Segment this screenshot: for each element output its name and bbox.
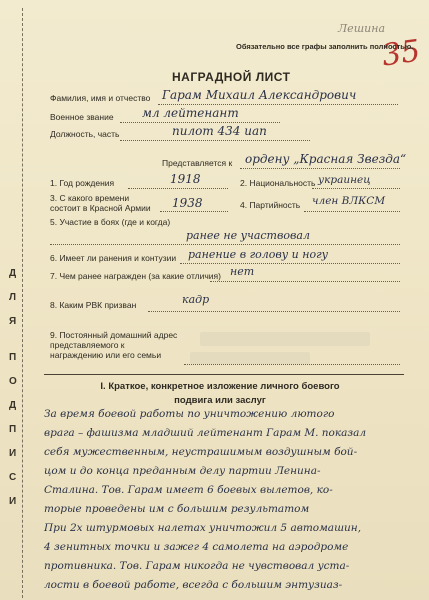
narrative-line: цом и до конца преданным делу партии Ленина-: [44, 465, 321, 477]
party-label: 4. Партийность: [240, 200, 301, 210]
awards-value: нет: [230, 265, 255, 278]
rank-label: Военное звание: [50, 112, 114, 122]
section-divider: [44, 374, 404, 375]
narrative-line: лости в боевой работе, всегда с большим энтузиаз-: [44, 579, 343, 591]
margin-char: П: [9, 424, 17, 435]
name-value: Гарам Михаил Александрович: [162, 88, 357, 102]
narrative-line: врага – фашизма младший лейтенант Гарам М. показал: [44, 427, 367, 439]
nationality-label: 2. Национальность: [240, 178, 316, 188]
name-label: Фамилия, имя и отчество: [50, 93, 151, 103]
underline: [304, 211, 400, 212]
party-value: член ВЛКСМ: [312, 195, 386, 207]
margin-char: Д: [9, 400, 17, 411]
redacted-address: [190, 352, 310, 364]
nationality-value: украинец: [318, 174, 371, 186]
margin-char: Д: [9, 268, 17, 279]
underline: [148, 311, 400, 312]
underline: [184, 364, 400, 365]
rvk-value: кадр: [182, 293, 210, 306]
address-label: 9. Постоянный домашний адрес представляемого к награждению или его семьи: [50, 330, 178, 360]
underline: [128, 188, 228, 189]
wounds-label: 6. Имеет ли ранения и контузии: [50, 253, 177, 263]
section-heading: I. Краткое, конкретное изложение личного боевого подвига или заслуг: [100, 381, 340, 406]
underline: [158, 104, 398, 105]
pencil-note: Лешина: [338, 22, 385, 35]
margin-char: Л: [9, 292, 17, 303]
birth-label: 1. Год рождения: [50, 178, 115, 188]
margin-cut-line: [22, 8, 23, 598]
underline: [180, 263, 400, 264]
margin-char: И: [9, 448, 17, 459]
battles-label: 5. Участие в боях (где и когда): [50, 217, 171, 227]
underline: [160, 211, 228, 212]
narrative-line: При 2х штурмовых налетах уничтожил 5 автомашин,: [44, 522, 362, 534]
redacted-address: [200, 332, 370, 346]
wounds-value: ранение в голову и ногу: [188, 248, 329, 261]
army-since-value: 1938: [172, 196, 203, 210]
narrative-line: торые проведены им с большим результатом: [44, 503, 310, 515]
archive-number: 35: [379, 33, 423, 74]
presented-value: ордену „Красная Звезда“: [245, 152, 407, 166]
underline: [312, 188, 400, 189]
rvk-label: 8. Каким РВК призван: [50, 300, 137, 310]
rank-value: мл лейтенант: [142, 106, 239, 120]
underline: [120, 122, 280, 123]
birth-value: 1918: [170, 172, 201, 186]
presented-label: Представляется к: [162, 158, 233, 168]
underline: [210, 281, 400, 282]
awards-label: 7. Чем ранее награжден (за какие отличия): [50, 271, 221, 281]
document-title: НАГРАДНОЙ ЛИСТ: [172, 70, 291, 84]
narrative-line: 4 зенитных точки и зажег 4 самолета на аэродроме: [44, 541, 349, 553]
narrative-line: себя мужественным, неустрашимым воздушным бой-: [44, 446, 358, 458]
narrative-line: Сталина. Тов. Гарам имеет 6 боевых вылетов, ко-: [44, 484, 333, 496]
margin-char: П: [9, 352, 17, 363]
underline: [50, 244, 400, 245]
battles-value: ранее не участвовал: [186, 229, 310, 242]
margin-char: С: [9, 472, 17, 483]
narrative-line: противника. Тов. Гарам никогда не чувствовал уста-: [44, 560, 350, 572]
margin-char: Я: [9, 316, 17, 327]
post-value: пилот 434 иап: [172, 124, 267, 138]
underline: [120, 140, 310, 141]
underline: [240, 168, 400, 169]
post-label: Должность, часть: [50, 129, 120, 139]
mandatory-notice: Обязательно все графы заполнить полностью.: [236, 42, 414, 51]
army-since-label: 3. С какого времени состоит в Красной Армии: [50, 193, 151, 213]
margin-char: И: [9, 496, 17, 507]
margin-char: О: [9, 376, 17, 387]
narrative-line: За время боевой работы по уничтожению лютого: [44, 408, 335, 420]
